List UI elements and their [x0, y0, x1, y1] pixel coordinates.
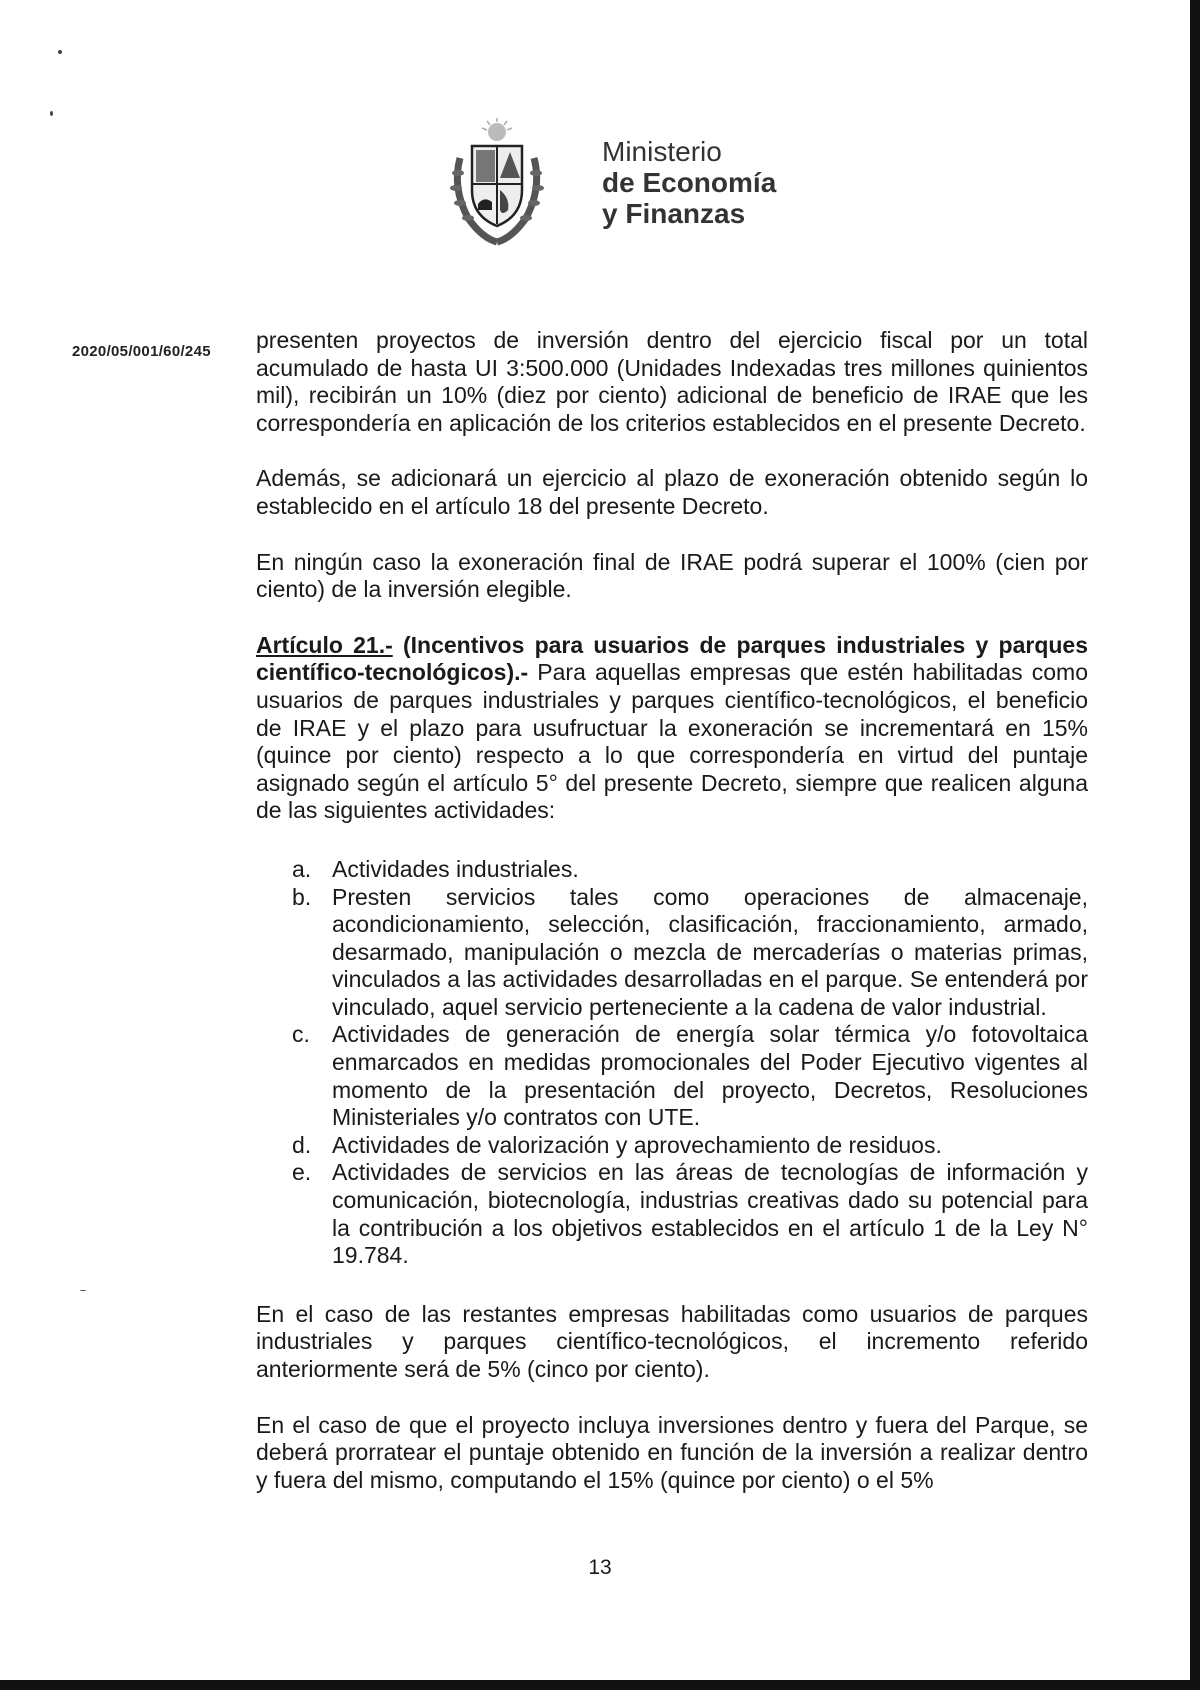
ministry-name: [602, 136, 776, 229]
list-item-label: b.: [292, 883, 312, 910]
article-body: Para aquellas empresas que estén habilitadas como usuarios de parques industriales y parques científico-tecnológicos, el beneficio de IRAE y el plazo para usufructuar la exoneración se incrementará en 15% (quince por ciento) respecto a lo que correspondería en virtud del puntaje asignado según el artículo 5° del presente Decreto, siempre que realicen alguna de las siguientes actividades:: [256, 659, 1088, 824]
list-item-label: e.: [292, 1159, 312, 1186]
paragraph-3: En ningún caso la exoneración final de IRAE podrá superar el 100% (cien por ciento) de la inversión elegible.: [256, 548, 1088, 603]
coat-of-arms-icon: [438, 118, 556, 246]
paragraph-1: presenten proyectos de inversión dentro del ejercicio fiscal por un total acumulado de hasta UI 3:500.000 (Unidades Indexadas tres millones quinientos mil), recibirán un 10% (diez por ciento) adicional de beneficio de IRAE que les correspondería en aplicación de los criterios establecidos en el presente Decreto.: [256, 327, 1088, 436]
list-item-label: d.: [292, 1131, 312, 1158]
letterhead: [438, 118, 818, 248]
paragraph-4: En el caso de las restantes empresas habilitadas como usuarios de parques industriales y parques científico-tecnológicos, el incremento referido anteriormente será de 5% (cinco por ciento).: [256, 1300, 1088, 1382]
list-item-text: Actividades de valorización y aprovechamiento de residuos.: [332, 1131, 942, 1158]
page-number: 13: [588, 1556, 612, 1579]
scan-speck: [50, 111, 53, 116]
document-body: [256, 327, 1088, 1494]
activities-list: [256, 856, 1088, 1270]
article-number: Artículo 21.-: [256, 631, 393, 658]
ministry-line-3: y Finanzas: [602, 198, 746, 229]
scan-speck: [80, 1290, 86, 1291]
ministry-line-2: de Economía: [602, 167, 777, 198]
article-title: (Incentivos para usuarios de parques industriales y parques científico-tecnológicos).-: [256, 631, 1089, 686]
list-item-text: Presten servicios tales como operaciones de almacenaje, acondicionamiento, selección, clasificación, fraccionamiento, armado, desarmado, manipulación o mezcla de mercaderías o materias primas, vinculados a las actividades desarrolladas en el parque. Se entenderá por vinculado, aquel servicio perteneciente a la cadena de valor industrial.: [332, 883, 1088, 1020]
list-item: [256, 1021, 1088, 1131]
ministry-line-1: Ministerio: [602, 136, 722, 167]
list-item: [256, 1132, 1088, 1160]
paragraph-2: Además, se adicionará un ejercicio al plazo de exoneración obtenido según lo establecido en el artículo 18 del presente Decreto.: [256, 465, 1088, 519]
reference-number: 2020/05/001/60/245: [72, 343, 211, 360]
list-item: [256, 884, 1088, 1022]
list-item-label: a.: [292, 855, 312, 882]
paragraph-5: En el caso de que el proyecto incluya inversiones dentro y fuera del Parque, se deberá prorratear el puntaje obtenido en función de la inversión a realizar dentro y fuera del mismo, computando el 15% (quince por ciento) o el 5%: [256, 1411, 1088, 1493]
list-item-text: Actividades de generación de energía solar térmica y/o fotovoltaica enmarcados en medidas promocionales del Poder Ejecutivo vigentes al momento de la presentación del proyecto, Decretos, Resoluciones Ministeriales y/o contratos con UTE.: [332, 1021, 1088, 1131]
list-item-text: Actividades industriales.: [332, 855, 579, 882]
list-item-text: Actividades de servicios en las áreas de tecnologías de información y comunicación, biotecnología, industrias creativas dado su potencial para la contribución a los objetivos establecidos en el artículo 1 de la Ley N° 19.784.: [332, 1159, 1088, 1269]
article-21: [256, 632, 1088, 825]
list-item: [256, 1159, 1088, 1269]
scan-border-bottom: [0, 1680, 1200, 1690]
list-item: [256, 856, 1088, 884]
list-item-label: c.: [292, 1021, 310, 1048]
scan-speck: [58, 50, 62, 54]
scan-border-right: [1190, 0, 1200, 1690]
